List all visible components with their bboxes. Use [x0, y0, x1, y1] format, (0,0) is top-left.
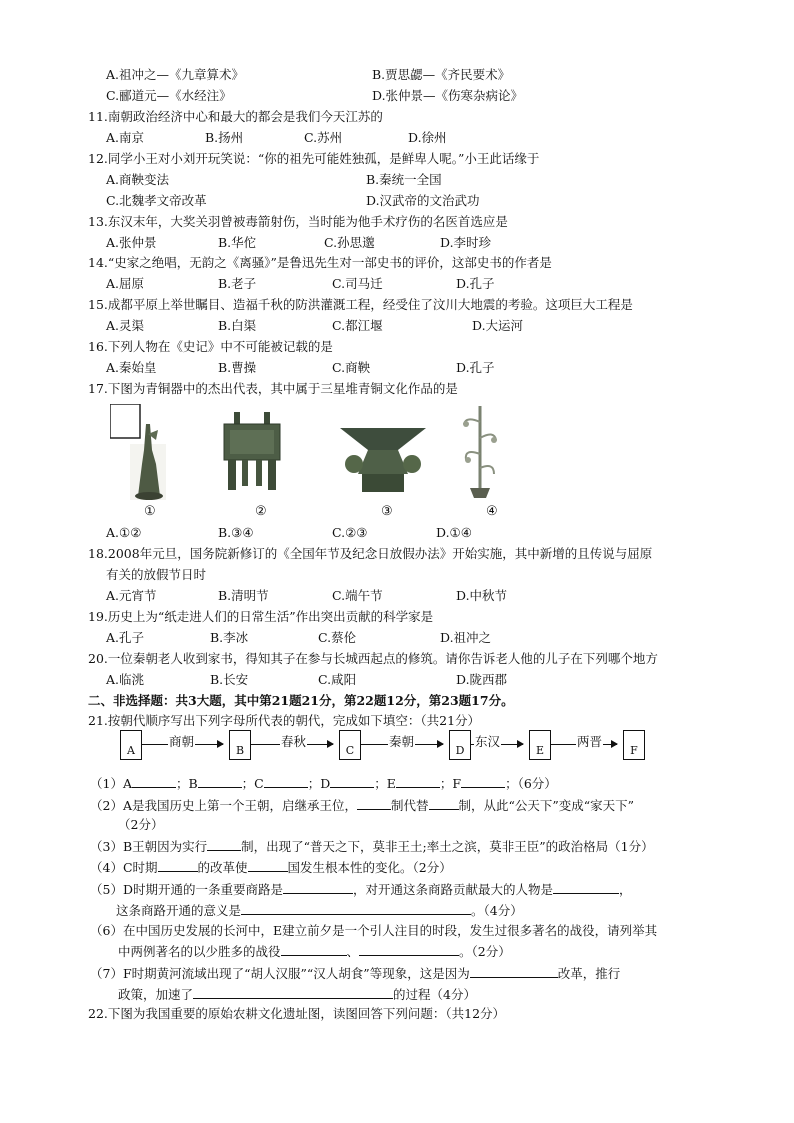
flow-box-a: A: [120, 730, 142, 760]
answer-blank[interactable]: [461, 774, 505, 788]
q18-option-a: A.元宵节: [106, 588, 157, 603]
q10-option-c: C.郦道元—《水经注》: [106, 88, 232, 103]
q10-option-a: A.祖冲之—《九章算术》: [106, 67, 245, 82]
answer-blank[interactable]: [158, 858, 198, 872]
q13-option-a: A.张仲景: [106, 235, 157, 250]
q18-stem-line2: 有关的放假节日时: [106, 567, 207, 582]
answer-blank[interactable]: [429, 796, 459, 810]
bronze-ding-image-2: [220, 410, 284, 496]
q11-stem: 11.南朝政治经济中心和最大的都会是我们今天江苏的: [88, 109, 383, 124]
section-2-heading: 二、非选择题：共3大题，其中第21题21分，第22题12分，第23题17分。: [88, 693, 514, 708]
q19-option-b: B.李冰: [210, 630, 249, 645]
flow-box-e: E: [529, 730, 551, 760]
answer-blank[interactable]: [330, 774, 374, 788]
flow-label-qin: 秦朝: [389, 734, 415, 749]
q12-option-d: D.汉武帝的文治武功: [366, 193, 480, 208]
q15-option-c: C.都江堰: [332, 318, 383, 333]
answer-blank[interactable]: [396, 774, 440, 788]
answer-blank[interactable]: [193, 985, 393, 999]
q17-caption-4: ④: [486, 504, 498, 519]
q21-part1: （1）A ；B ；C ；D ；E ；F ；（6分）: [90, 776, 557, 791]
q17-option-b: B.③④: [218, 525, 254, 540]
q18-stem-line1: 18.2008年元旦，国务院新修订的《全国年节及纪念日放假办法》开始实施，其中新增的且传说与屈原: [88, 546, 653, 561]
answer-blank[interactable]: [241, 901, 471, 915]
q19-stem: 19.历史上为“纸走进人们的日常生活”作出突出贡献的科学家是: [88, 609, 434, 624]
q21-part2-score: （2分）: [118, 817, 164, 832]
bronze-figure-image-1: [110, 404, 170, 500]
q21-part6: （6）在中国历史发展的长河中，E建立前夕是一个引人注目的时段，发生过很多著名的战役，请列举其: [90, 923, 658, 938]
q17-stem: 17.下图为青铜器中的杰出代表，其中属于三星堆青铜文化作品的是: [88, 381, 458, 396]
q16-option-d: D.孔子: [456, 360, 495, 375]
q21-part2: （2）A是我国历史上第一个王朝，启继承王位， 制代替 制，从此“公天下”变成“家天下”: [90, 798, 635, 813]
q15-stem: 15.成都平原上举世瞩目、造福千秋的防洪灌溉工程，经受住了汶川大地震的考验。这项巨大工程是: [88, 297, 633, 312]
q21-part7-line2: 政策，加速了 的过程（4分）: [118, 987, 476, 1002]
bronze-zun-image-3: [338, 424, 428, 496]
q19-option-a: A.孔子: [106, 630, 145, 645]
q19-option-d: D.祖冲之: [440, 630, 492, 645]
answer-blank[interactable]: [264, 774, 308, 788]
answer-blank[interactable]: [248, 858, 288, 872]
flow-label-donghan: 东汉: [475, 734, 501, 749]
flow-box-c: C: [339, 730, 361, 760]
q20-option-c: C.咸阳: [318, 672, 357, 687]
q18-option-c: C.端午节: [332, 588, 383, 603]
q14-stem: 14.“史家之绝唱，无韵之《离骚》”是鲁迅先生对一部史书的评价，这部史书的作者是: [88, 255, 552, 270]
q21-stem: 21.按朝代顺序写出下列字母所代表的朝代，完成如下填空：（共21分）: [88, 713, 481, 728]
q21-part7: （7）F时期黄河流域出现了“胡人汉服”“汉人胡食”等现象，这是因为 改革，推行: [90, 966, 621, 981]
flow-label-liangjin: 两晋: [577, 734, 603, 749]
answer-blank[interactable]: [553, 880, 619, 894]
answer-blank[interactable]: [470, 964, 558, 978]
answer-blank[interactable]: [283, 880, 353, 894]
flow-box-d: D: [449, 730, 471, 760]
q16-option-c: C.商鞅: [332, 360, 371, 375]
q13-option-d: D.李时珍: [440, 235, 492, 250]
q18-option-d: D.中秋节: [456, 588, 508, 603]
q21-part6-line2: 中两例著名的以少胜多的战役 、 。（2分）: [118, 944, 511, 959]
q13-option-c: C.孙思邈: [324, 235, 375, 250]
answer-blank[interactable]: [132, 774, 176, 788]
q17-option-c: C.②③: [332, 525, 368, 540]
flow-label-chunqiu: 春秋: [281, 734, 307, 749]
q14-option-c: C.司马迁: [332, 276, 383, 291]
q18-option-b: B.清明节: [218, 588, 269, 603]
answer-blank[interactable]: [357, 796, 391, 810]
q17-option-d: D.①④: [436, 525, 472, 540]
flow-label-shang: 商朝: [169, 734, 195, 749]
bronze-tree-image-4: [460, 402, 500, 500]
q12-option-a: A.商鞅变法: [106, 172, 170, 187]
q14-option-d: D.孔子: [456, 276, 495, 291]
q20-stem: 20.一位秦朝老人收到家书，得知其子在参与长城西起点的修筑。请你告诉老人他的儿子在下列哪个地方: [88, 651, 658, 666]
q21-part5: （5）D时期开通的一条重要商路是 ，对开通这条商路贡献最大的人物是 ，: [90, 882, 632, 897]
q17-option-a: A.①②: [106, 525, 142, 540]
answer-blank[interactable]: [281, 942, 347, 956]
q11-option-c: C.苏州: [304, 130, 343, 145]
q11-option-d: D.徐州: [408, 130, 447, 145]
q21-part5-line2: 这条商路开通的意义是 。（4分）: [116, 903, 523, 918]
q15-option-b: B.白渠: [218, 318, 257, 333]
q10-option-b: B.贾思勰—《齐民要术》: [372, 67, 511, 82]
q16-option-b: B.曹操: [218, 360, 257, 375]
q16-option-a: A.秦始皇: [106, 360, 157, 375]
q21-dynasty-flow: [120, 730, 660, 762]
q11-option-b: B.扬州: [205, 130, 244, 145]
q10-option-d: D.张仲景—《伤寒杂病论》: [372, 88, 524, 103]
q13-stem: 13.东汉末年，大奖关羽曾被毒箭射伤，当时能为他手术疗伤的名医首选应是: [88, 214, 508, 229]
q12-option-b: B.秦统一全国: [366, 172, 442, 187]
q20-option-d: D.陇西郡: [456, 672, 508, 687]
q14-option-a: A.屈原: [106, 276, 145, 291]
q17-caption-1: ①: [144, 504, 156, 519]
q20-option-a: A.临洮: [106, 672, 145, 687]
q11-option-a: A.南京: [106, 130, 145, 145]
q13-option-b: B.华佗: [218, 235, 257, 250]
flow-box-f: F: [623, 730, 645, 760]
flow-box-b: B: [229, 730, 251, 760]
q19-option-c: C.蔡伦: [318, 630, 357, 645]
q12-stem: 12.同学小王对小刘开玩笑说：“你的祖先可能姓独孤，是鲜卑人呢。”小王此话缘于: [88, 151, 540, 166]
q22-stem: 22.下图为我国重要的原始农耕文化遗址图，读图回答下列问题：（共12分）: [88, 1006, 506, 1021]
q12-option-c: C.北魏孝文帝改革: [106, 193, 207, 208]
q21-part4: （4）C时期 的改革使 国发生根本性的变化。（2分）: [90, 860, 452, 875]
q15-option-d: D.大运河: [472, 318, 524, 333]
q14-option-b: B.老子: [218, 276, 257, 291]
q16-stem: 16.下列人物在《史记》中不可能被记载的是: [88, 339, 333, 354]
answer-blank[interactable]: [198, 774, 242, 788]
q17-caption-3: ③: [381, 504, 393, 519]
answer-blank[interactable]: [359, 942, 459, 956]
q17-caption-2: ②: [255, 504, 267, 519]
q20-option-b: B.长安: [210, 672, 249, 687]
answer-blank[interactable]: [207, 837, 241, 851]
q21-part3: （3）B王朝因为实行 制，出现了“普天之下，莫非王土;率土之滨，莫非王臣”的政治格局（1分）: [90, 839, 654, 854]
q15-option-a: A.灵渠: [106, 318, 145, 333]
